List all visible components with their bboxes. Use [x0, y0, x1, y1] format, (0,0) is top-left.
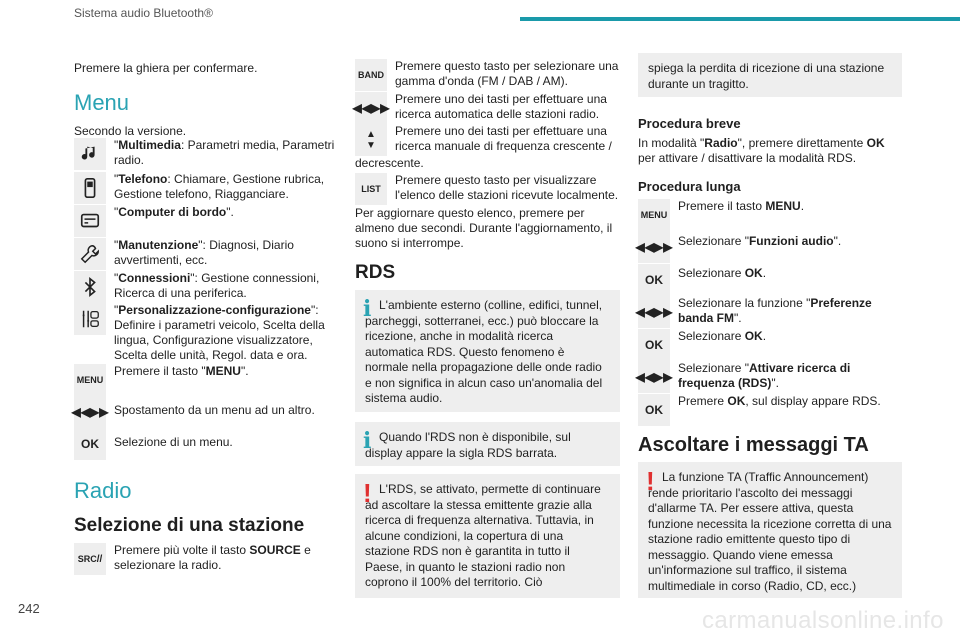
rds-info-note-1: i L'ambiente esterno (colline, edifici, tunnel, parcheggi, sotterranei, ecc.) può bloccare la ricezione, anche in modalità ricerca automatica RDS. Questo fenomeno è normale nella propagazione delle onde radio e non significa in alcun caso un'anomalia del sistema audio. [355, 290, 620, 412]
ta-heading: Ascoltare i messaggi TA [638, 434, 869, 456]
menu-heading: Menu [74, 90, 130, 115]
warning-icon: ! [363, 478, 372, 508]
ok-text: Selezione di un menu. [114, 435, 233, 449]
menu-key-icon: MENU [74, 364, 106, 396]
wrench-icon [74, 238, 106, 270]
ok-key-icon: OK [74, 428, 106, 460]
intro-text: Premere la ghiera per confermare. [74, 61, 258, 75]
band-key-icon: BAND [355, 59, 387, 91]
up-down-arrows-icon: ▲ ▼ [355, 124, 387, 156]
rds-heading: RDS [355, 262, 396, 283]
rds-info-note-2: i Quando l'RDS non è disponibile, sul display appare la sigla RDS barrata. [355, 422, 620, 466]
watermark: carmanualsonline.info [702, 607, 944, 634]
rds-warning-note: ! L'RDS, se attivato, permette di continuare ad ascoltare la stessa emittente grazie alla ricerca di frequenza alternativa. Tuttavia, in alcune condizioni, la copertura di una stazione RDS non è garantita in tutto il Paese, in quanto le stazioni radio non coprono il 100% del territorio. Ciò [355, 474, 620, 598]
info-icon: i [363, 428, 372, 454]
arrows-text: Spostamento da un menu ad un altro. [114, 403, 315, 417]
long-procedure-heading: Procedura lunga [638, 179, 741, 194]
list-key-icon: LIST [355, 173, 387, 205]
short-procedure-heading: Procedura breve [638, 116, 741, 131]
manual-text-b: decrescente. [355, 156, 424, 170]
ta-warning-note: ! La funzione TA (Traffic Announcement) rende prioritario l'ascolto dei messaggi d'allarme TA. Per essere attiva, questa funzione necessita la ricezione corretta di una stazione radio emittente questo tipo di messaggio. Quando viene emessa un'informazione sul traffico, il sistema multimediale in corso (Radio, CD, ecc.) [638, 462, 902, 598]
left-right-arrows-icon: ◀◀▶▶ [638, 296, 670, 328]
trip-computer-icon [74, 205, 106, 237]
band-text: Premere questo tasto per selezionare una gamma d'onda (FM / DAB / AM). [395, 59, 619, 88]
menu-key-icon: MENU [638, 199, 670, 231]
list-text-a: Premere questo tasto per visualizzare l'elenco delle stazioni ricevute localmente. [395, 173, 619, 202]
radio-heading: Radio [74, 478, 132, 503]
ok-key-icon: OK [638, 329, 670, 361]
settings-icon [74, 303, 106, 335]
warning-icon: ! [646, 466, 655, 496]
source-key-icon: SRC // [74, 543, 106, 575]
rds-warning-note-continued: spiega la perdita di ricezione di una stazione durante un tragitto. [638, 53, 902, 97]
manual-text-a: Premere uno dei tasti per effettuare una ricerca manuale di frequenza crescente / [395, 124, 612, 153]
station-heading: Selezione di una stazione [74, 515, 305, 536]
header-accent-bar [520, 17, 960, 21]
short-procedure-text: In modalità "Radio", premere direttamente OK per attivare / disattivare la modalità RDS. [638, 136, 885, 165]
seek-text: Premere uno dei tasti per effettuare una ricerca automatica delle stazioni radio. [395, 92, 607, 121]
phone-icon [74, 172, 106, 204]
menu-item-bold: Multimedia [118, 138, 181, 152]
page-header-title: Sistema audio Bluetooth® [74, 6, 213, 20]
bluetooth-icon [74, 271, 106, 303]
page-number: 242 [18, 601, 40, 616]
menu-version-text: Secondo la versione. [74, 124, 187, 138]
left-right-arrows-icon: ◀◀▶▶ [638, 231, 670, 263]
list-text-b: Per aggiornare questo elenco, premere per almeno due secondi. Durante l'aggiornamento, il suono si interrompe. [355, 206, 613, 250]
left-right-arrows-icon: ◀◀▶▶ [638, 361, 670, 393]
media-icon [74, 138, 106, 170]
seek-arrows-icon: ◀◀▶▶ [355, 92, 387, 124]
left-right-arrows-icon: ◀◀▶▶ [74, 396, 106, 428]
info-icon: i [363, 296, 372, 322]
ok-key-icon: OK [638, 264, 670, 296]
ok-key-icon: OK [638, 394, 670, 426]
